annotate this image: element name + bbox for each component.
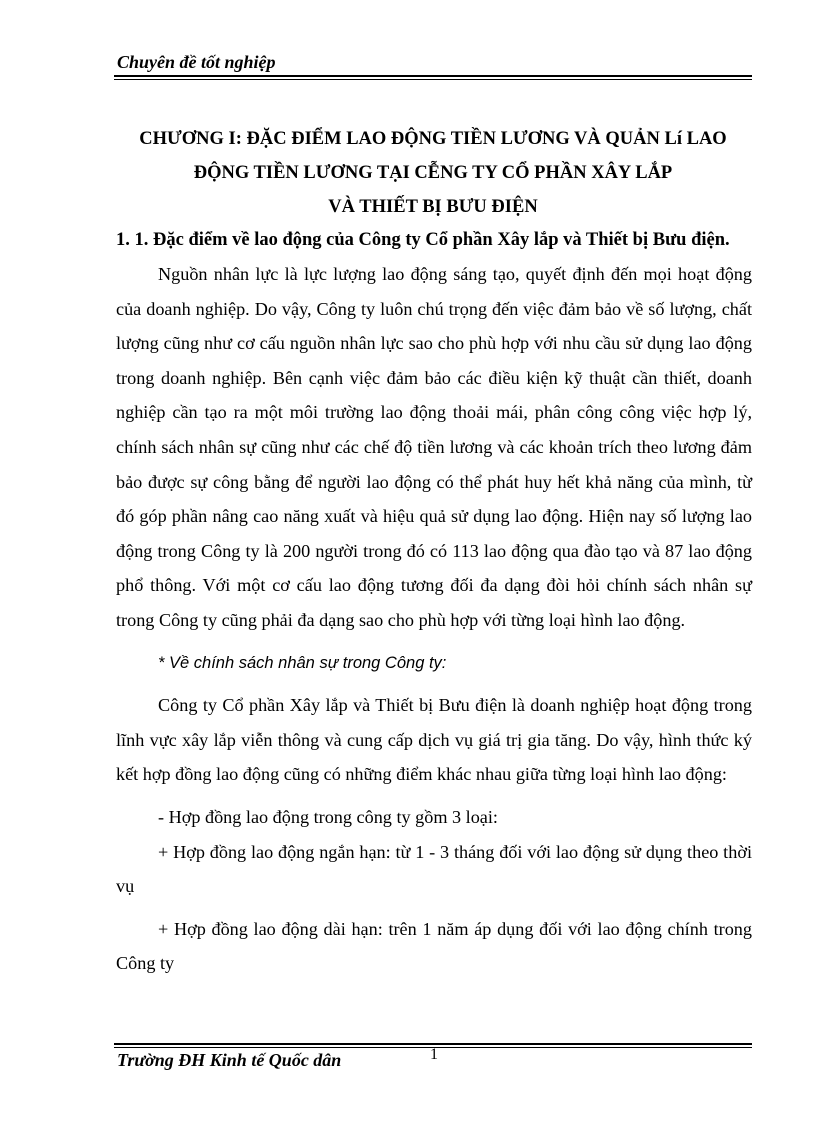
list-item-short-term: + Hợp đồng lao động ngắn hạn: từ 1 - 3 tháng đối với lao động sử dụng theo thời vụ bbox=[116, 841, 752, 897]
header-rule-thick bbox=[114, 75, 752, 77]
section-heading: 1. 1. Đặc điểm về lao động của Công ty Cổ phần Xây lắp và Thiết bị Bưu điện. bbox=[116, 230, 730, 250]
running-header: Chuyên đề tốt nghiệp bbox=[117, 52, 276, 72]
list-item-long-term: + Hợp đồng lao động dài hạn: trên 1 năm áp dụng đối với lao động chính trong Công ty bbox=[116, 918, 752, 974]
chapter-title-line-3: VÀ THIẾT BỊ BƯU ĐIỆN bbox=[328, 197, 538, 217]
body-text bbox=[116, 257, 752, 981]
page-number: 1 bbox=[430, 1046, 438, 1063]
chapter-title bbox=[114, 122, 752, 224]
paragraph-company: Công ty Cổ phần Xây lắp và Thiết bị Bưu điện là doanh nghiệp hoạt động trong lĩnh vực xây lắp viễn thông và cung cấp dịch vụ giá trị gia tăng. Do vậy, hình thức ký kết hợp đồng lao động cũng có những điểm khác nhau giữa từng loại hình lao động: bbox=[116, 695, 752, 785]
chapter-title-line-1: CHƯƠNG I: ĐẶC ĐIỂM LAO ĐỘNG TIỀN LƯƠNG VÀ QUẢN Lí LAO bbox=[139, 129, 727, 149]
paragraph-intro: Nguồn nhân lực là lực lượng lao động sáng tạo, quyết định đến mọi hoạt động của doanh nghiệp. Do vậy, Công ty luôn chú trọng đến việc đảm bảo về số lượng, chất lượng cũng như cơ cấu nguồn nhân lực sao cho phù hợp với nhu cầu sử dụng lao động trong doanh nghiệp. Bên cạnh việc đảm bảo các điều kiện kỹ thuật cần thiết, doanh nghiệp cần tạo ra một môi trường lao động thoải mái, phân công công việc hợp lý, chính sách nhân sự cũng như các chế độ tiền lương và các khoản trích theo lương đảm bảo được sự công bằng để người lao động có thể phát huy hết khả năng của mình, từ đó góp phần nâng cao năng xuất và hiệu quả sử dụng lao động. Hiện nay số lượng lao động trong Công ty là 200 người trong đó có 113 lao động qua đào tạo và 87 lao động phổ thông. Với một cơ cấu lao động tương đối đa dạng đòi hỏi chính sách nhân sự trong Công ty cũng phải đa dạng sao cho phù hợp với từng loại hình lao động. bbox=[116, 264, 752, 630]
header-rule-thin bbox=[114, 79, 752, 80]
chapter-title-line-2: ĐỘNG TIỀN LƯƠNG TẠI CỄNG TY CỔ PHẦN XÂY LẮP bbox=[193, 163, 673, 183]
running-footer: Trường ĐH Kinh tế Quốc dân bbox=[117, 1050, 342, 1070]
footer-rule-thick bbox=[114, 1043, 752, 1045]
policy-subheading: * Về chính sách nhân sự trong Công ty: bbox=[158, 653, 447, 672]
list-item-contract-types: - Hợp đồng lao động trong công ty gồm 3 loại: bbox=[158, 806, 498, 827]
